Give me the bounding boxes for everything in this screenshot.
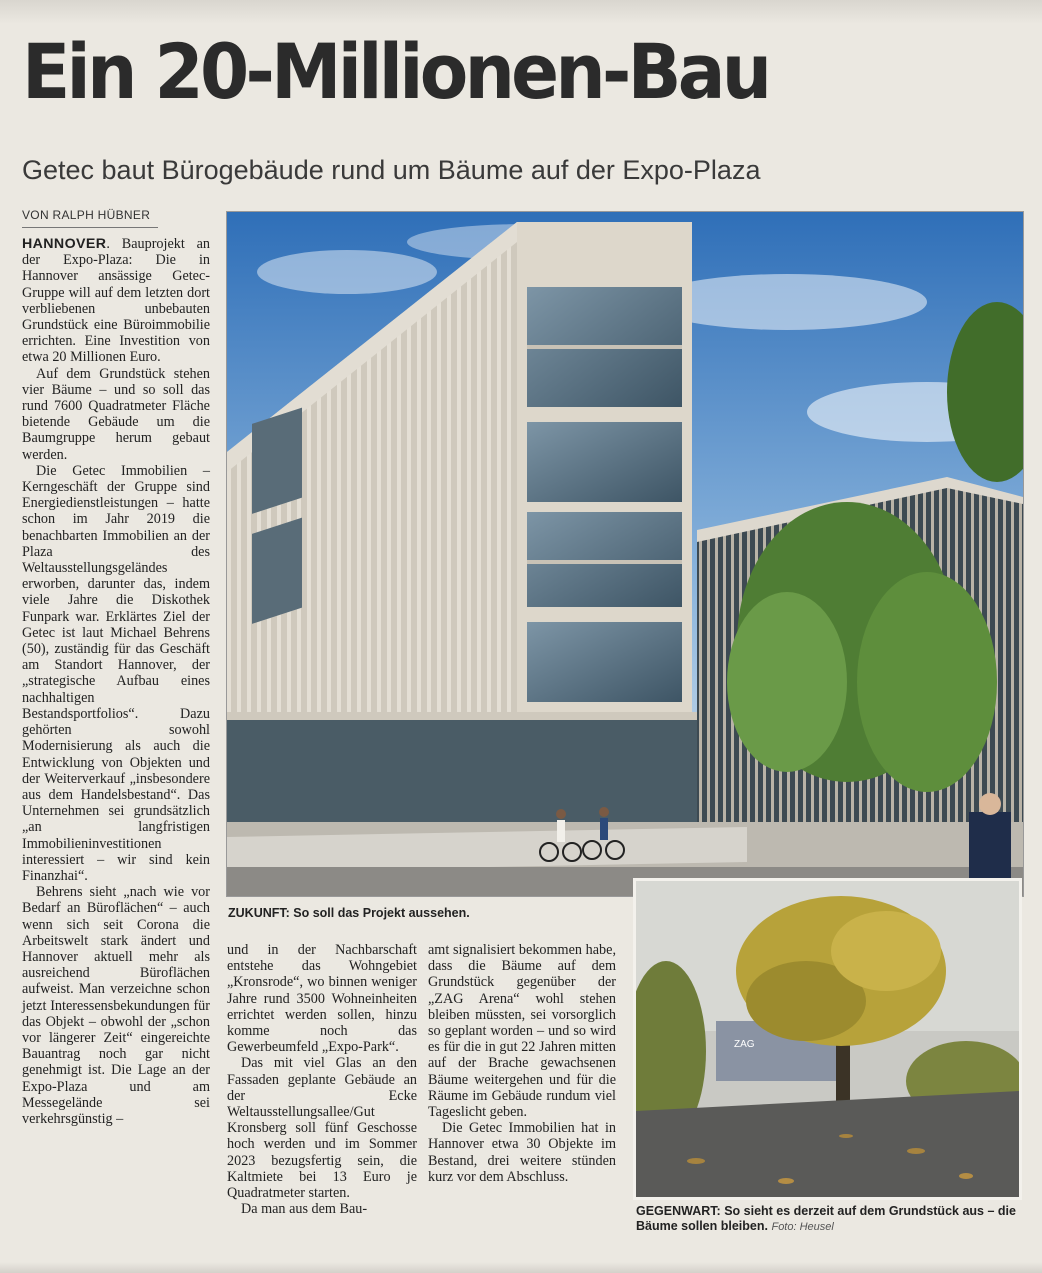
article-column-2 (227, 942, 417, 1217)
paragraph: Die Getec Immobilien – Kerngeschäft der Gruppe sind Energiedienstleistungen – hatte schon im Jahr 2019 die benachbarten Immobilien an der Plaza des Weltausstellungsgeländes erworben, darunter das, indem viele Jahre die Diskothek Funpark war. Erklärtes Ziel der Getec ist laut Michael Behrens (50), zuständig für das Geschäft am Standort Hannover, der „strategische Aufbau eines nachhaltigen Bestandsportfolios“. Dazu gehörten sowohl Modernisierung als auch die Entwicklung von Objekten und der Weiterverkauf „insbesondere aus dem Handelsbestand“. Das Unternehmen sei grundsätzlich „an langfristigen Immobilieninvestitionen interessiert – wir sind kein Finanzhai“. (22, 462, 210, 884)
paragraph: und in der Nachbarschaft entstehe das Wohngebiet „Kronsrode“, wo binnen weniger Jahre rund 3500 Wohneinheiten errichtet werden sollen, hinzu komme noch das Gewerbeumfeld „Expo-Park“. (227, 942, 417, 1056)
page-edge-shadow (0, 0, 1042, 24)
photo-credit: Foto: Heusel (771, 1221, 834, 1233)
architect-rendering-photo (226, 211, 1024, 897)
dateline: HANNOVER (22, 236, 107, 252)
paragraph: Die Getec Immobilien hat in Hannover etwa 30 Objekte im Bestand, drei weitere stünden kurz vor dem Abschluss. (428, 1120, 616, 1185)
main-photo-caption: ZUKUNFT: So soll das Projekt aussehen. (228, 906, 470, 920)
site-photo-caption (636, 1204, 1018, 1235)
paragraph: amt signalisiert bekommen habe, dass die Bäume auf dem Grundstück gegenüber der „ZAG Arena“ wohl stehen bleiben müssten, sei vorsorglich so geplant worden – und so wird es für die in gut 22 Jahren mitten auf der Brache gewachsenen Bäume weitergehen und für die Räume im Gebäude rundum viel Tageslicht geben. (428, 942, 616, 1121)
paragraph-text: . Bauprojekt an der Expo-Plaza: Die in Hannover ansässige Getec-Gruppe will auf dem letzten dort verbliebenen unbebauten Grundstück eine Büroimmobilie errichten. Eine Investition von etwa 20 Millionen Euro. (22, 236, 210, 366)
article-column-3 (428, 942, 616, 1185)
byline-divider (22, 227, 158, 228)
trees-on-lot-illustration (636, 881, 1019, 1197)
arena-sign: ZAG (734, 1039, 755, 1050)
building-rendering-illustration (227, 212, 1023, 896)
page-fold-shadow (0, 1262, 1042, 1273)
site-photo (633, 878, 1022, 1200)
paragraph: Da man aus dem Bau- (241, 1201, 368, 1218)
paragraph (22, 236, 210, 366)
caption-text: GEGENWART: So sieht es derzeit auf dem Grundstück aus – die Bäume sollen bleiben. (636, 1204, 1016, 1233)
paragraph: Das mit viel Glas an den Fassaden geplante Gebäude an der Ecke Weltausstellungsallee/Gut Kronsberg soll fünf Geschosse hoch werden und im Sommer 2023 bezugsfertig sein, die Kaltmiete bei 13 Euro je Quadratmeter starten. (227, 1055, 417, 1202)
paragraph: Behrens sieht „nach wie vor Bedarf an Büroflächen“ – auch wenn sich seit Corona die Arbeitswelt stark ändert und Hannover aktuell mehr als ausreichend Büroflächen aufweist. Man verzeichne schon jetzt Interessensbekundungen für das Objekt – obwohl der „schon vor längerer Zeit“ eingereichte Bauantrag noch gar nicht genehmigt ist. Die Lage an der Expo-Plaza und am Messegelände sei verkehrsgünstig – (22, 884, 210, 1127)
article-column-1 (22, 236, 210, 1127)
headline: Ein 20-Millionen-Bau (22, 27, 769, 116)
subheadline: Getec baut Bürogebäude rund um Bäume auf der Expo-Plaza (22, 155, 761, 185)
paragraph: Auf dem Grundstück stehen vier Bäume – und so soll das rund 7600 Quadratmeter Fläche bietende Gebäude um die Baumgruppe herum gebaut werden. (22, 365, 210, 463)
byline: VON RALPH HÜBNER (22, 208, 151, 222)
